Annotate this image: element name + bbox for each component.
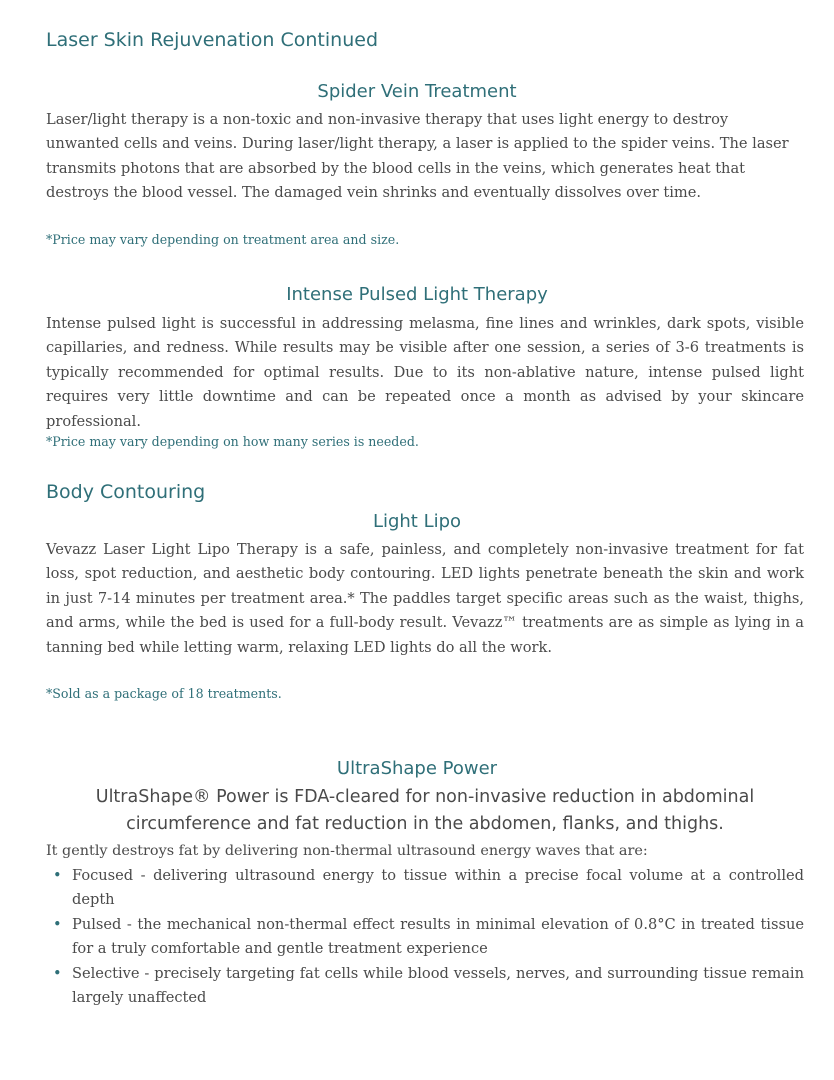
ultrashape-bullet-list [46, 864, 804, 1010]
list-item [46, 864, 804, 913]
light-lipo-package-note: *Sold as a package of 18 treatments. [46, 686, 282, 701]
ultrashape-title: UltraShape Power [336, 758, 498, 779]
list-item [46, 913, 804, 962]
light-lipo-title: Light Lipo [372, 511, 462, 532]
spider-vein-price-note: *Price may vary depending on treatment area and size. [46, 232, 400, 247]
list-item [46, 962, 804, 1011]
bullet-text: Pulsed - the mechanical non-thermal effect results in minimal elevation of 0.8°C in treated tissue for a truly comfortable and gentle treatment experience [72, 915, 804, 958]
ipl-body: Intense pulsed light is successful in addressing melasma, fine lines and wrinkles, dark spots, visible capillaries, and redness. While results may be visible after one session, a series of 3-6 treatments is typically recommended for optimal results. Due to its non-ablative nature, intense pulsed light requires very little downtime and can be repeated once a month as advised by your skincare professional. [46, 315, 804, 430]
ipl-title: Intense Pulsed Light Therapy [286, 284, 548, 305]
bullet-icon: • [53, 867, 62, 884]
bullet-icon: • [53, 964, 62, 982]
spider-vein-body: Laser/light therapy is a non-toxic and non-invasive therapy that uses light energy to destroy unwanted cells and veins. During laser/light therapy, a laser is applied to the spider veins. The laser transmits photons that are absorbed by the blood cells in the veins, which generates heat that destroys the blood vessel. The damaged vein shrinks and eventually dissolves over time. [46, 111, 789, 202]
page-title: Laser Skin Rejuvenation Continued [46, 29, 378, 51]
bullet-text: Selective - precisely targeting fat cells while blood vessels, nerves, and surrounding tissue remain largely unaffected [72, 964, 804, 1007]
body-contouring-heading: Body Contouring [46, 481, 206, 503]
spider-vein-title: Spider Vein Treatment [317, 81, 517, 102]
bullet-icon: • [53, 915, 62, 933]
ultrashape-lead: UltraShape® Power is FDA-cleared for non-invasive reduction in abdominal circumference and fat reduction in the abdomen, flanks, and thighs. [95, 787, 755, 834]
bullet-text: Focused - delivering ultrasound energy to tissue within a precise focal volume at a controlled depth [72, 867, 804, 909]
ultrashape-intro: It gently destroys fat by delivering non-thermal ultrasound energy waves that are: [46, 843, 648, 859]
light-lipo-body: Vevazz Laser Light Lipo Therapy is a safe, painless, and completely non-invasive treatment for fat loss, spot reduction, and aesthetic body contouring. LED lights penetrate beneath the skin and work in just 7-14 minutes per treatment area.* The paddles target specific areas such as the waist, thighs, and arms, while the bed is used for a full-body result. Vevazz™ treatments are as simple as lying in a tanning bed while letting warm, relaxing LED lights do all the work. [46, 541, 804, 656]
ipl-price-note: *Price may vary depending on how many series is needed. [46, 434, 419, 449]
